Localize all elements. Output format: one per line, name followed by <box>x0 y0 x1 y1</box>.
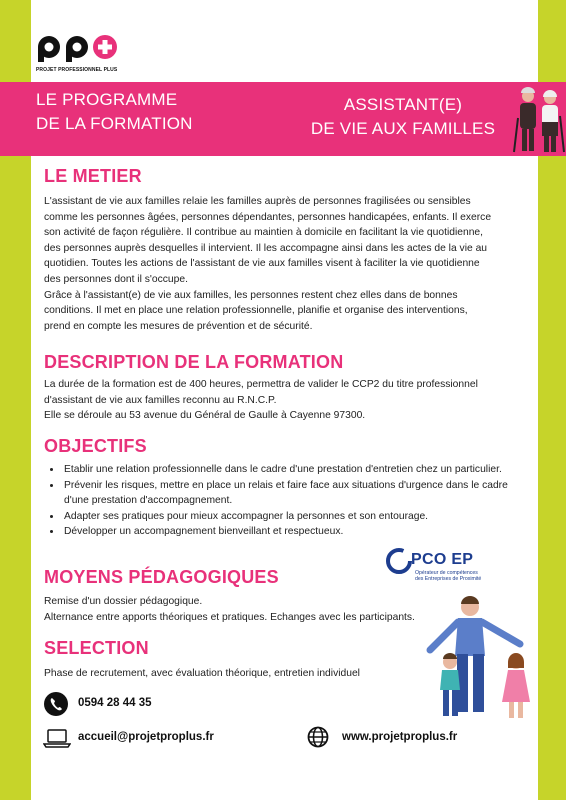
banner-program-title: LE PROGRAMME DE LA FORMATION <box>36 90 193 133</box>
banner-course-title: ASSISTANT(E) DE VIE AUX FAMILLES <box>310 95 496 138</box>
section-title-moyens: MOYENS PÉDAGOGIQUES <box>44 567 279 587</box>
section-title-metier: LE METIER <box>44 166 142 186</box>
opco-ep-logo <box>385 545 493 589</box>
family-illustration-icon <box>424 592 544 732</box>
logo-tagline: PROJET PROFESSIONNEL PLUS <box>36 67 118 73</box>
laptop-icon <box>43 728 71 748</box>
phone-icon <box>44 692 68 716</box>
globe-icon <box>307 726 329 748</box>
metier-text: L'assistant de vie aux familles relaie les familles auprès de personnes fragilisées ou sensibles comme les personnes âgées, personnes dépendantes, personnes handicapées, enfants. Il exerce son activité de façon régulière. Il contribue au maintien à domicile en facilitant la vie quotidienne, des personnes auprès desquelles il intervient. Il les accompagne ainsi dans les actes de la vie au quotidien. Toutes les actions de l'assistant de vie aux familles visent à faciliter la vie quotidienne des personnes dont il s'occupe. Grâce à l'assistant(e) de vie aux familles, les personnes restent chez elles dans de bonnes conditions. Il met en place une relation professionnelle, planifie et organise des interventions, prend en compte les mesures de prévention et de sécurité. <box>44 196 492 332</box>
email-link[interactable]: accueil@projetproplus.fr <box>78 731 214 743</box>
list-item: • Etablir une relation professionnelle dans le cadre d'une prestation d'entretien chez un particulier. <box>62 462 522 478</box>
opco-subtitle-2: des Entreprises de Proximité <box>415 576 482 582</box>
list-item: • Adapter ses pratiques pour mieux accompagner la personnes et son entourage. <box>62 509 522 525</box>
opco-name: PCO EP <box>411 551 474 568</box>
section-title-selection: SELECTION <box>44 638 149 658</box>
description-text: La durée de la formation est de 400 heures, permettra de valider le CCP2 du titre professionnel d'assistant de vie aux familles reconnu au R.N.C.P. Elle se déroule au 53 avenue du Général de Gaulle à Cayenne 97300. <box>44 379 478 422</box>
opco-ring-icon <box>385 547 413 575</box>
section-title-description: DESCRIPTION DE LA FORMATION <box>44 352 344 372</box>
elderly-couple-icon <box>510 84 566 156</box>
section-title-objectifs: OBJECTIFS <box>44 436 147 456</box>
list-item: • Développer un accompagnement bienveillant et respectueux. <box>62 524 522 540</box>
phone-number[interactable]: 0594 28 44 35 <box>78 697 152 709</box>
opco-subtitle-1: Opérateur de compétences <box>415 570 478 576</box>
list-item: • Prévenir les risques, mettre en place un relais et faire face aux situations d'urgence dans le cadre d'une prestation d'accompagnement. <box>62 478 522 509</box>
objectifs-list <box>44 462 522 540</box>
website-link[interactable]: www.projetproplus.fr <box>342 731 458 743</box>
moyens-text: Remise d'un dossier pédagogique. Alternance entre apports théoriques et pratiques. Echanges avec les participants. <box>44 596 415 623</box>
selection-text: Phase de recrutement, avec évaluation théorique, entretien individuel <box>44 668 360 679</box>
